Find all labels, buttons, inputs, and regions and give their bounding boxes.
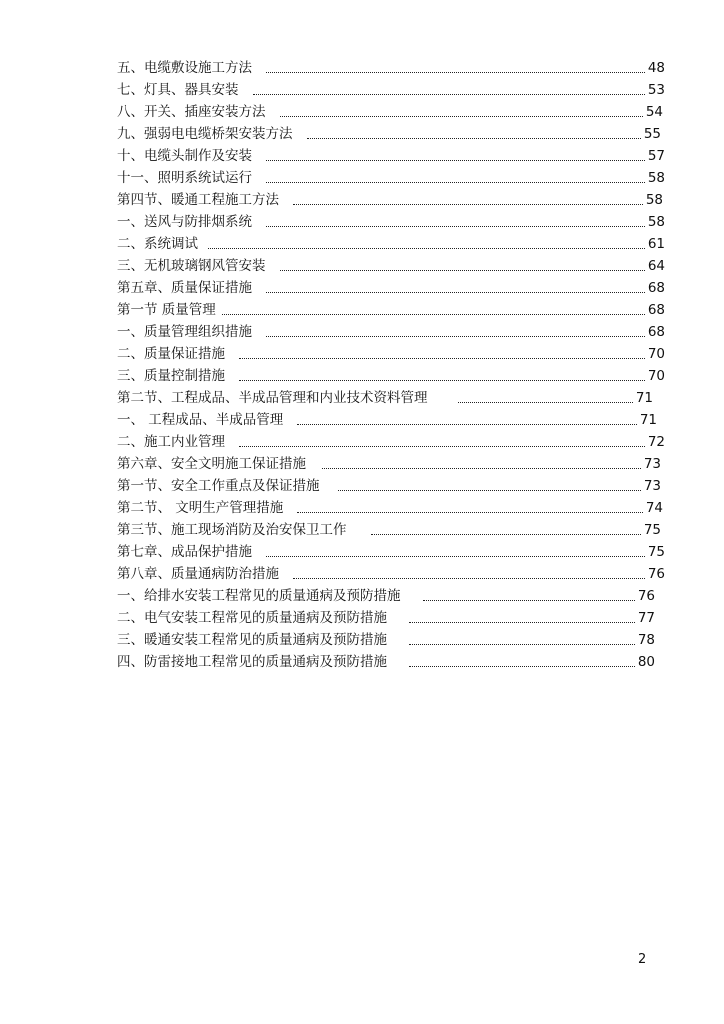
- dot-leader: [266, 71, 645, 73]
- toc-entry-page: 73: [643, 456, 661, 472]
- toc-entry-page: 61: [647, 236, 665, 252]
- toc-entry-title: 一、 工程成品、半成品管理: [117, 412, 284, 428]
- toc-entry-page: 71: [635, 390, 653, 406]
- toc-entry-page: 58: [647, 214, 665, 230]
- toc-entry[interactable]: [117, 430, 665, 452]
- toc-entry-page: 77: [637, 610, 655, 626]
- dot-leader: [239, 445, 645, 447]
- toc-entry-page: 68: [647, 324, 665, 340]
- toc-entry[interactable]: [117, 562, 665, 584]
- dot-leader: [458, 401, 633, 403]
- toc-entry[interactable]: [117, 342, 665, 364]
- toc-entry-title: 七、灯具、器具安装: [117, 82, 239, 98]
- toc-entry-page: 70: [647, 346, 665, 362]
- toc-entry-title: 三、暖通安装工程常见的质量通病及预防措施: [117, 632, 387, 648]
- toc-entry[interactable]: [117, 496, 665, 518]
- toc-entry-title: 第一节、安全工作重点及保证措施: [117, 478, 320, 494]
- toc-entry-title: 第四节、暖通工程施工方法: [117, 192, 279, 208]
- toc-entry[interactable]: [117, 364, 665, 386]
- toc-entry-page: 71: [639, 412, 657, 428]
- toc-entry[interactable]: [117, 276, 665, 298]
- toc-entry-title: 第三节、施工现场消防及治安保卫工作: [117, 522, 347, 538]
- toc-entry-title: 第二节、 文明生产管理措施: [117, 500, 284, 516]
- toc-entry-page: 53: [647, 82, 665, 98]
- toc-entry[interactable]: [117, 650, 665, 672]
- toc-entry-page: 48: [647, 60, 665, 76]
- dot-leader: [307, 137, 641, 139]
- toc-entry-title: 二、电气安装工程常见的质量通病及预防措施: [117, 610, 387, 626]
- toc-entry[interactable]: [117, 540, 665, 562]
- toc-entry-title: 第七章、成品保护措施: [117, 544, 252, 560]
- toc-entry[interactable]: [117, 474, 665, 496]
- dot-leader: [338, 489, 641, 491]
- toc-entry-page: 58: [645, 192, 663, 208]
- toc-entry-page: 68: [647, 280, 665, 296]
- toc-entry-title: 八、开关、插座安装方法: [117, 104, 266, 120]
- dot-leader: [409, 621, 635, 623]
- toc-entry[interactable]: [117, 232, 665, 254]
- toc-entry-page: 58: [647, 170, 665, 186]
- table-of-contents: [117, 56, 665, 672]
- toc-entry-page: 78: [637, 632, 655, 648]
- toc-entry-page: 57: [647, 148, 665, 164]
- toc-entry[interactable]: [117, 166, 665, 188]
- toc-entry-page: 64: [647, 258, 665, 274]
- toc-entry[interactable]: [117, 518, 665, 540]
- toc-entry[interactable]: [117, 78, 665, 100]
- toc-entry[interactable]: [117, 584, 665, 606]
- toc-entry[interactable]: [117, 144, 665, 166]
- toc-entry-title: 五、电缆敷设施工方法: [117, 60, 252, 76]
- dot-leader: [266, 225, 645, 227]
- toc-entry-page: 75: [643, 522, 661, 538]
- toc-entry-page: 80: [637, 654, 655, 670]
- toc-entry-title: 第六章、安全文明施工保证措施: [117, 456, 306, 472]
- dot-leader: [266, 159, 645, 161]
- toc-entry-page: 75: [647, 544, 665, 560]
- toc-entry-page: 72: [647, 434, 665, 450]
- toc-entry[interactable]: [117, 408, 665, 430]
- toc-entry[interactable]: [117, 386, 665, 408]
- toc-entry-page: 74: [645, 500, 663, 516]
- toc-entry[interactable]: [117, 100, 665, 122]
- toc-entry[interactable]: [117, 122, 665, 144]
- toc-entry-title: 二、系统调试: [117, 236, 198, 252]
- toc-entry-title: 第五章、质量保证措施: [117, 280, 252, 296]
- toc-entry-page: 54: [645, 104, 663, 120]
- toc-entry-page: 55: [643, 126, 661, 142]
- toc-entry-page: 76: [637, 588, 655, 604]
- toc-entry[interactable]: [117, 606, 665, 628]
- dot-leader: [297, 423, 637, 425]
- toc-entry-title: 九、强弱电电缆桥架安装方法: [117, 126, 293, 142]
- dot-leader: [371, 533, 641, 535]
- dot-leader: [409, 643, 635, 645]
- toc-entry[interactable]: [117, 56, 665, 78]
- toc-entry-title: 第八章、质量通病防治措施: [117, 566, 279, 582]
- page-number: 2: [638, 952, 647, 967]
- dot-leader: [266, 291, 645, 293]
- dot-leader: [293, 577, 645, 579]
- dot-leader: [423, 599, 635, 601]
- toc-entry-title: 第二节、工程成品、半成品管理和内业技术资料管理: [117, 390, 428, 406]
- toc-entry[interactable]: [117, 298, 665, 320]
- dot-leader: [280, 115, 643, 117]
- dot-leader: [280, 269, 645, 271]
- dot-leader: [297, 511, 643, 513]
- toc-entry-title: 一、送风与防排烟系统: [117, 214, 252, 230]
- toc-entry-title: 三、质量控制措施: [117, 368, 225, 384]
- toc-entry-title: 三、无机玻璃钢风管安装: [117, 258, 266, 274]
- toc-entry[interactable]: [117, 188, 665, 210]
- dot-leader: [266, 181, 645, 183]
- dot-leader: [253, 93, 645, 95]
- toc-entry-title: 四、防雷接地工程常见的质量通病及预防措施: [117, 654, 387, 670]
- toc-entry[interactable]: [117, 452, 665, 474]
- toc-entry[interactable]: [117, 320, 665, 342]
- dot-leader: [239, 379, 645, 381]
- dot-leader: [293, 203, 643, 205]
- toc-entry[interactable]: [117, 254, 665, 276]
- toc-entry-title: 第一节 质量管理: [117, 302, 216, 318]
- toc-entry-title: 一、质量管理组织措施: [117, 324, 252, 340]
- dot-leader: [266, 555, 645, 557]
- toc-entry-page: 73: [643, 478, 661, 494]
- toc-entry[interactable]: [117, 210, 665, 232]
- dot-leader: [222, 313, 645, 315]
- toc-entry-title: 十一、照明系统试运行: [117, 170, 252, 186]
- toc-entry-title: 十、电缆头制作及安装: [117, 148, 252, 164]
- toc-entry[interactable]: [117, 628, 665, 650]
- toc-entry-title: 一、给排水安装工程常见的质量通病及预防措施: [117, 588, 401, 604]
- toc-entry-page: 70: [647, 368, 665, 384]
- toc-entry-title: 二、质量保证措施: [117, 346, 225, 362]
- dot-leader: [208, 247, 645, 249]
- toc-entry-title: 二、施工内业管理: [117, 434, 225, 450]
- toc-entry-page: 76: [647, 566, 665, 582]
- toc-entry-page: 68: [647, 302, 665, 318]
- dot-leader: [409, 665, 635, 667]
- dot-leader: [239, 357, 645, 359]
- dot-leader: [322, 467, 641, 469]
- dot-leader: [266, 335, 645, 337]
